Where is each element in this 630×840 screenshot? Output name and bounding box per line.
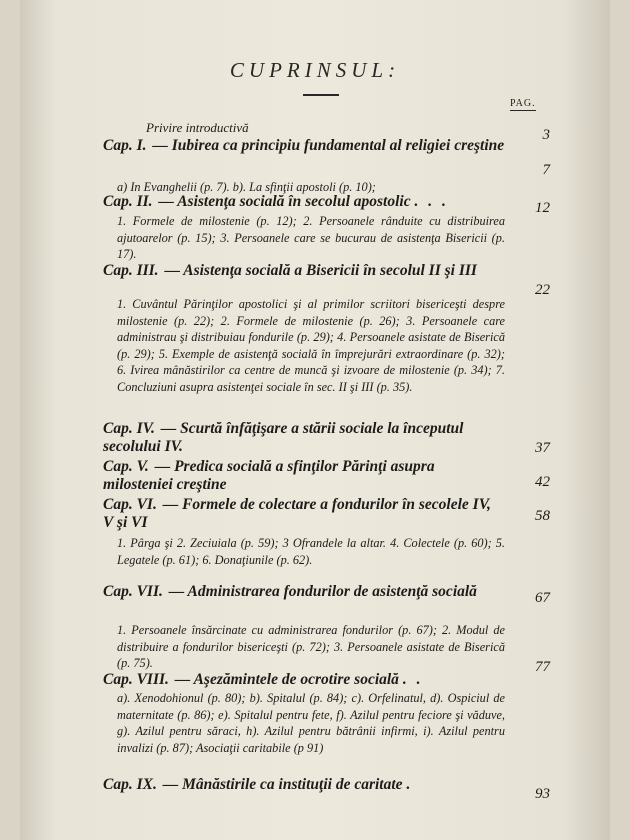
toc-chapter-1 (103, 137, 523, 155)
chapter-title: — Predica socială a sfinţilor Părinţi asupra milosteniei creştine (103, 458, 435, 493)
toc-chapter-8-page: 77 (535, 659, 550, 675)
chapter-number: Cap. I. (103, 137, 147, 154)
chapter-title: — Asistenţa socială a Bisericii în secolul II şi III (164, 262, 477, 279)
leader-dots: . . . (414, 193, 449, 210)
toc-intro-label: Privire introductivă (146, 120, 249, 135)
toc-chapter-4 (103, 420, 503, 456)
toc-chapter-5 (103, 458, 503, 494)
toc-chapter-2-page: 12 (535, 200, 550, 216)
toc-chapter-8-sections: a). Xenodohionul (p. 80); b). Spitalul (p. 84); c). Orfelinatul, d). Ospiciul de maternitate (p. 86); e). Spitalul pentru fete, f). Azilul pentru feciore şi văduve, g). Azilul pentru săraci, h). Azilul pentru bătrânii infirmi, i). Azilul pentru invalizi (p. 87); Asociaţii caritabile (p 91) (117, 691, 505, 755)
chapter-title: — Formele de colectare a fondurilor în secolele IV, V şi VI (103, 496, 491, 531)
chapter-number: Cap. VIII. (103, 671, 169, 688)
toc-chapter-3 (103, 262, 513, 280)
toc-chapter-8 (103, 671, 513, 689)
chapter-number: Cap. IX. (103, 776, 157, 793)
chapter-title: — Scurtă înfăţişare a stării sociale la începutul secolului IV. (103, 420, 464, 455)
toc-chapter-7 (103, 583, 513, 601)
chapter-title: — Iubirea ca principiu fundamental al religiei creştine (152, 137, 505, 154)
toc-chapter-7-page: 67 (535, 590, 550, 606)
toc-chapter-1-sections: a) In Evanghelii (p. 7). b). La sfinţii apostoli (p. 10); (117, 180, 376, 194)
toc-chapter-1-page: 7 (542, 162, 550, 178)
toc-chapter-9-page: 93 (535, 786, 550, 802)
chapter-number: Cap. II. (103, 193, 153, 210)
chapter-title: — Aşezămintele de ocrotire socială (174, 671, 399, 688)
toc-chapter-3-sections: 1. Cuvântul Părinţilor apostolici şi al primilor scriitori bisericeşti despre milostenie (p. 22); 2. Formele de milostenie (p. 26); 3. Persoanele care administrau şi distribuiau fondurile (p. 29); 4. Persoanele asistate de Biserică (p. 29); 5. Exemple de asistenţă socială în împrejurări extraordinare (p. 32); 6. Ivirea mânăstirilor ca centre de muncă şi izvoare de milostenie (p. 34); 7. Concluziuni asupra asistenţei sociale în sec. II şi III (p. 35). (117, 297, 505, 394)
toc-chapter-3-page: 22 (535, 282, 550, 298)
toc-chapter-7-sections: 1. Persoanele însărcinate cu administrarea fondurilor (p. 67); 2. Modul de distribuire a fondurilor bisericeşti (p. 72); 3. Persoanele asistate de Biserică (p. 75). (117, 623, 505, 670)
chapter-number: Cap. IV. (103, 420, 155, 437)
toc-chapter-6-sections: 1. Pârga şi 2. Zeciuiala (p. 59); 3 Ofrandele la altar. 4. Colectele (p. 60); 5. Legatele (p. 61); 6. Donaţiunile (p. 62). (117, 536, 505, 567)
chapter-title: — Mânăstirile ca instituţii de caritate (162, 776, 403, 793)
page-column-header: PAG. (510, 98, 536, 109)
chapter-number: Cap. VI. (103, 496, 157, 513)
leader-dots: . (406, 776, 414, 793)
title-underline (303, 94, 339, 96)
toc-chapter-4-page: 37 (535, 440, 550, 456)
chapter-title: — Asistenţa socială în secolul apostolic (158, 193, 411, 210)
toc-chapter-9 (103, 776, 513, 794)
toc-chapter-5-page: 42 (535, 474, 550, 490)
chapter-title: — Administrarea fondurilor de asistenţă socială (168, 583, 477, 600)
chapter-number: Cap. V. (103, 458, 149, 475)
toc-chapter-2-sections: 1. Formele de milostenie (p. 12); 2. Persoanele rânduite cu distribuirea ajutoarelor (p. 15); 3. Persoanele care se bucurau de asistenţa Bisericii (p. 17). (117, 214, 505, 261)
leader-dots: . . (402, 671, 424, 688)
page-title: CUPRINSUL: (229, 58, 401, 82)
toc-chapter-6 (103, 496, 503, 532)
toc-chapter-6-page: 58 (535, 508, 550, 524)
toc-chapter-2 (103, 193, 503, 211)
chapter-number: Cap. III. (103, 262, 159, 279)
chapter-number: Cap. VII. (103, 583, 163, 600)
toc-intro-page: 3 (542, 127, 550, 143)
